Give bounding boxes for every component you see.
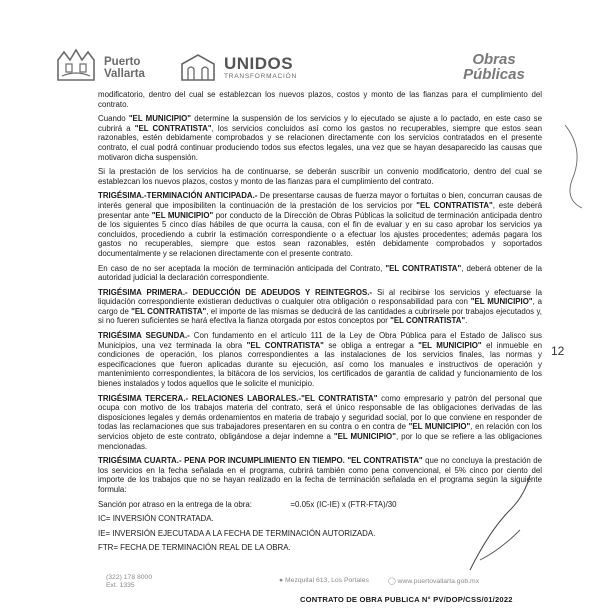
bold-run: "EL CONTRATISTA"	[390, 316, 466, 326]
text-run: , por lo que se refiere a las obligaciones mencionadas.	[98, 432, 542, 451]
bold-run: "EL CONTRATISTA"	[246, 340, 324, 350]
website-text: www.puertovallarta.gob.mx	[397, 578, 480, 585]
clause-paragraph	[98, 90, 542, 109]
bold-run: "EL MUNICIPIO"	[408, 422, 471, 432]
clause-paragraph	[98, 264, 542, 283]
municipality-name	[104, 56, 145, 80]
bold-run: "EL MUNICIPIO"	[418, 340, 482, 350]
bold-run: "EL CONTRATISTA"	[301, 393, 378, 403]
phone-number: (322) 178 8000	[106, 574, 153, 581]
text-run: , el importe de las mismas se deducirá de las cantidades a cubrírsele por trabajos ejecutados y, si no fueren suficientes se hará efectiva la fianza otorgada por estos conceptos por	[98, 306, 542, 326]
address-text: Mezquital 613, Los Portales	[285, 577, 369, 584]
text-run: De presentarse causas de fuerza mayor o fortuitas o bien, concurran causas de interés general que imposibiliten la continuación de la prestación de los servicios por	[98, 191, 542, 210]
clause-paragraph	[98, 114, 542, 162]
text-run: que no concluya la prestación de los servicios en la fecha señalada en el programa, cubrirá también como pena convencional, el 5% cinco por ciento del importe de los trabajos que no se hayan realizado en la fecha de terminación señalada en el programa según la siguiente formula:	[98, 456, 542, 494]
formula-expression: =0.05x (IC-IE) x (FTR-FTA)/30	[290, 499, 397, 509]
clause-paragraph	[98, 394, 542, 452]
contract-id: CONTRATO DE OBRA PUBLICA N° PV/DOP/CSS/01/2022	[300, 595, 513, 604]
text-run: determine la suspensión de los servicios y lo ejecutado se ajuste a lo pactado, en este caso se cubrirá a	[98, 114, 542, 133]
definition-ie: IE= INVERSIÓN EJECUTADA A LA FECHA DE TERMINACIÓN AUTORIZADA.	[98, 528, 376, 538]
text-run: el inmueble en condiciones de operación, los planos correspondientes a las instalaciones de los servicios finales, las normas y especificaciones que fueron aplicadas durante su ejecución, así como los manuales e instructivos de operación y mantenimiento correspondientes, la bitácora de los servicios, los certificados de garantía de calidad y funcionamiento de los bienes instalados y todos aquellos que le solicite el municipio.	[98, 340, 542, 389]
bold-run: "EL MUNICIPIO"	[333, 432, 396, 441]
text-run: Con fundamento en el artículo 111 de la Ley de Obra Pública para el Estado de Jalisco sus Municipios, una vez terminada la obra	[98, 331, 542, 350]
clause-paragraph	[98, 456, 542, 494]
clauses	[98, 90, 542, 495]
location-icon: ●	[279, 577, 284, 584]
footer-phone	[106, 574, 152, 590]
bold-run: TRIGÉSIMA SEGUNDA.-	[98, 331, 190, 341]
bold-run: "EL CONTRATISTA"	[385, 263, 462, 273]
text-run: .	[465, 316, 468, 326]
globe-icon: ◯	[388, 578, 396, 585]
text-run: , los servicios concluidos así como los gastos no recuperables, siempre que estos sean razonables, estén debidamente comprobados y se relacionen directamente con los servicios contratados en el presente contrato, el cual podrá continuar produciendo todos sus efectos legales, una vez que se hayan desaparecido las causas que motivaron dicha suspensión.	[98, 123, 542, 162]
municipality-line2: Vallarta	[104, 68, 145, 80]
department-logo	[438, 52, 550, 82]
brand-subtitle: TRANSFORMACIÓN	[224, 73, 297, 80]
definition-ftr: FTR= FECHA DE TERMINACIÓN REAL DE LA OBRA.	[98, 543, 291, 553]
phone-ext: Ext. 1335	[106, 582, 135, 589]
definition-ic: IC= INVERSIÓN CONTRATADA.	[98, 514, 214, 524]
department-line2: Públicas	[463, 66, 525, 83]
bold-run: "EL CONTRATISTA"	[134, 123, 212, 133]
text-run: , este deberá presentar ante	[98, 200, 542, 220]
page-number: 12	[551, 344, 565, 358]
text-run: , deberá obtener de la autoridad judicial la declaración correspondiente.	[98, 263, 542, 283]
text-run: , a cargo de	[98, 297, 542, 316]
bold-run: TRIGÉSIMA CUARTA.- PENA POR INCUMPLIMIENTO EN TIEMPO.	[98, 456, 345, 466]
footer-website	[388, 577, 479, 585]
clause-paragraph	[98, 167, 542, 186]
text-run: modificatorio, dentro del cual se establezcan los nuevos plazos, costos y monto de las fianzas para el cumplimiento del contrato.	[98, 90, 542, 109]
text-run: Cuando	[98, 114, 129, 124]
brand-title: UNIDOS	[224, 54, 294, 73]
bold-run: "EL MUNICIPIO"	[128, 114, 192, 124]
department-line1: Obras	[472, 51, 516, 68]
text-run: se obliga a entregar a	[323, 340, 419, 350]
contract-body	[98, 90, 542, 558]
puerto-vallarta-crest-icon	[52, 48, 100, 84]
bold-run: TRIGÉSIMA TERCERA.- RELACIONES LABORALES.-	[98, 393, 302, 403]
bold-run: "EL CONTRATISTA"	[416, 200, 493, 210]
clause-paragraph	[98, 331, 542, 389]
page-header	[0, 0, 595, 86]
text-run: Si la prestación de los servicios ha de continuarse, se deberán suscribir un convenio modificatorio, dentro del cual se establezcan los nuevos plazos, costos y monto de las fianzas para el cumplimiento del contrato.	[98, 167, 542, 186]
bold-run: TRIGÉSIMA PRIMERA.- DEDUCCIÓN DE ADEUDOS Y REINTEGROS.-	[98, 287, 373, 297]
text-run: como empresario y patrón del personal que ocupa con motivo de los trabajos materia del contrato, será el único responsable de las obligaciones derivadas de las disposiciones legales y demás ordenamientos en materia de trabajo y seguridad social, por lo que conviene en responder de todas las reclamaciones que sus trabajadores presentaren en su contra o en contra de	[98, 393, 542, 432]
text-run: por conducto de la Dirección de Obras Públicas la solicitud de terminación anticipada dentro de los siguientes 5 cinco días hábiles de que ocurra la causa, con el fin de evaluar y en su caso aprobar los servicios ya concluidos, procediendo a cubrir la estimación correspondiente o a efectuar los ajustes procedentes; además pagara los gastos no recuperables, siempre que estos sean razonables, estén debidamente comprobados y soportados documentalmente y se relacionen directamente con el presente contrato.	[98, 210, 543, 258]
footer-address	[279, 577, 369, 584]
formula-label: Sanción por atraso en la entrega de la obra:	[98, 499, 252, 509]
clause-paragraph	[98, 288, 542, 326]
text-run: Si al recibirse los servicios y efectuarse la liquidación correspondiente existieran deductivas o cualquier otra obligación o responsabilidad para con	[98, 287, 542, 307]
text-run: En caso de no ser aceptada la moción de terminación anticipada del Contrato,	[98, 263, 386, 273]
bold-run: "EL MUNICIPIO"	[470, 297, 533, 307]
municipality-line1: Puerto	[104, 56, 141, 68]
clause-paragraph	[98, 191, 542, 258]
unidos-building-icon	[178, 52, 218, 82]
text-run: , en relación con los servicios objeto de este contrato, obligándose a dejar indemne a	[98, 422, 543, 441]
bold-run: "EL CONTRATISTA"	[347, 456, 423, 466]
bold-run: "EL MUNICIPIO"	[151, 210, 214, 220]
bold-run: "EL CONTRATISTA"	[131, 306, 207, 316]
margin-mark-icon	[560, 120, 590, 210]
formula-line	[98, 500, 542, 510]
bold-run: TRIGÉSIMA.-TERMINACIÓN ANTICIPADA.-	[98, 191, 258, 201]
